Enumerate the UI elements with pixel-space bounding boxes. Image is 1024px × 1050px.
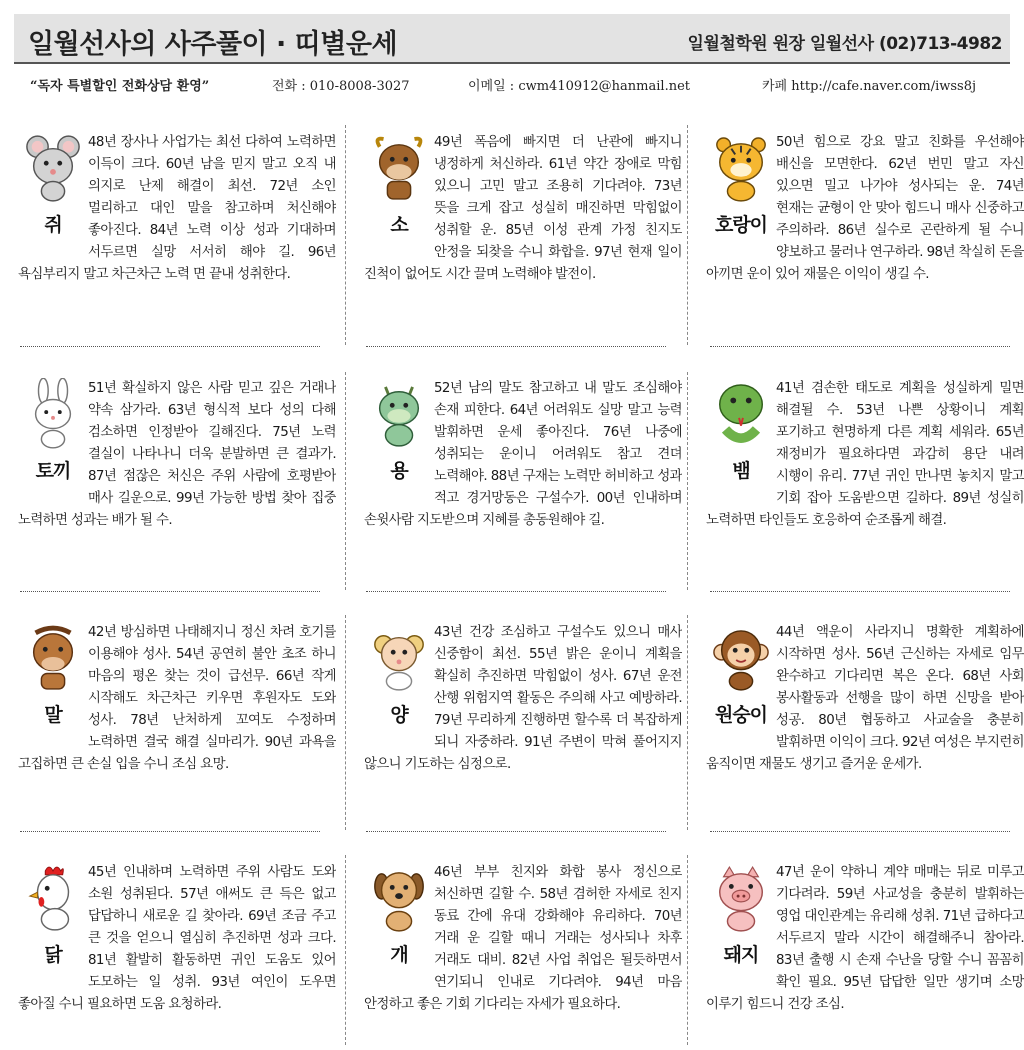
tiger-icon	[712, 132, 770, 204]
animal-name: 토끼	[35, 460, 71, 482]
page-title: 일월선사의 사주풀이 · 띠별운세	[28, 29, 398, 60]
fortune-cell-sheep	[364, 622, 682, 837]
animal-name: 쥐	[44, 214, 62, 236]
fortune-text: 49년 폭음에 빠지면 더 난관에 빠지니 냉정하게 처신하라. 61년 약간 장애로 막힘 있으니 고민 말고 조용히 기다려야. 73년 뜻을 크게 잡고 성실히 매진하면 막힘없이 성취할 운. 85년 이성 관계 가정 친지도 안정을 되찾을 수니 화합을. 97년 현재 일이 진척이 없어도 시간 끌며 노력해야 발전이.	[364, 135, 682, 282]
fortune-cell-dog	[364, 862, 682, 1042]
monkey-icon	[712, 622, 770, 694]
column-divider	[345, 615, 346, 830]
fortune-cell-pig	[706, 862, 1024, 1042]
column-divider	[687, 855, 688, 1045]
contact-email: 이메일 : cwm410912@hanmail.net	[468, 79, 690, 94]
fortune-text: 46년 부부 친지와 화합 봉사 정신으로 처신하면 길할 수. 58년 겸허한 자세로 친지 동료 간에 유대 강화해야 유리하다. 70년 거래 운 길할 때니 거래는 성사되나 차후 거래도 대비. 82년 사업 취업은 될듯하면서 연기되니 인내로 기다려야. 94년 마음 안정하고 좋은 기회 기다리는 자세가 필요하다.	[364, 865, 682, 1012]
fortune-cell-dragon	[364, 378, 682, 593]
fortune-text: 44년 액운이 사라지니 명확한 계획하에 시작하면 성사. 56년 근신하는 자세로 임무 완수하고 기다리면 복은 온다. 68년 사회 봉사활동과 선행을 많이 하면 신망을 받아 성공. 80년 협동하고 사교술을 충분히 발휘하면 이익이 크다. 92년 여성은 부지런히 움직이면 재물도 생기고 즐거운 운세가.	[706, 625, 1024, 772]
fortune-cell-ox	[364, 132, 682, 347]
animal-name: 원숭이	[714, 704, 768, 726]
row-divider	[710, 346, 1010, 347]
animal-name: 양	[390, 704, 408, 726]
fortune-text: 50년 힘으로 강요 말고 친화를 우선해야 배신을 모면한다. 62년 번민 말고 자신 있으면 밀고 나가야 성사되는 운. 74년 현재는 균형이 안 맞아 힘드니 매사 신중하고 주의하라. 86년 실수로 곤란하게 될 수니 양보하고 물러나 연구하라. 98년 착실히 돈을 아끼면 운이 있어 재물은 이익이 생길 수.	[706, 135, 1024, 282]
fortune-cell-snake	[706, 378, 1024, 593]
fortune-cell-monkey	[706, 622, 1024, 837]
page-header	[14, 14, 1010, 64]
animal-name: 용	[390, 460, 408, 482]
column-divider	[687, 615, 688, 830]
column-divider	[345, 125, 346, 345]
contact-cafe: 카페 http://cafe.naver.com/iwss8j	[762, 79, 977, 94]
row-divider	[20, 831, 320, 832]
fortune-text: 47년 운이 약하니 계약 매매는 뒤로 미루고 기다려라. 59년 사교성을 충분히 발휘하는 영업 대인관계는 유리해 성취. 71년 급하다고 서두르지 말라 시간이 해결해주니 참아라. 83년 출행 시 손재 수난을 당할 수니 꼼꼼히 확인 필요. 95년 답답한 일만 생기며 소망 이루기 힘드니 건강 조심.	[706, 865, 1024, 1012]
fortune-text: 42년 방심하면 나태해지니 정신 차려 호기를 이용해야 성사. 54년 공연히 불안 초조 하니 마음의 평온 찾는 것이 급선무. 66년 작게 시작해도 차근차근 키우면 후원자도 도와 성사. 78년 난처하게 꼬여도 수정하며 노력하면 결국 해결 실마리가. 90년 과욕을 고집하면 큰 손실 입을 수니 조심 요망.	[18, 625, 336, 772]
fortune-text: 41년 겸손한 태도로 계획을 성실하게 밀면 해결될 수. 53년 나쁜 상황이니 계획 포기하고 현명하게 다른 계획 세워라. 65년 재정비가 필요하다면 과감히 용단 내려 시행이 유리. 77년 귀인 만나면 놓치지 말고 기회 잡아 도움받으면 길하다. 89년 성실히 노력하면 타인들도 호응하여 순조롭게 해결.	[706, 381, 1024, 528]
row-divider	[366, 831, 666, 832]
animal-name: 뱀	[732, 460, 750, 482]
fortune-cell-rat	[18, 132, 336, 347]
fortune-text: 51년 확실하지 않은 사람 믿고 깊은 거래나 약속 삼가라. 63년 형식적 보다 성의 다해 검소하면 인정받아 길해진다. 75년 노력 결실이 나타나니 더욱 분발하면 큰 결과가. 87년 점잖은 처신은 주위 사람에 호평받아 매사 길운으로. 99년 가능한 방법 찾아 집중 노력하면 성과는 배가 될 수.	[18, 381, 336, 528]
rabbit-icon	[24, 378, 82, 450]
fortune-text: 45년 인내하며 노력하면 주위 사람도 도와 소원 성취된다. 57년 애써도 큰 득은 없고 답답하니 새로운 길 찾아라. 69년 조금 주고 큰 것을 얻으니 열심히 추진하면 성과 크다. 81년 활발히 활동하면 귀인 도움도 있어 도모하는 일 성취. 93년 여인이 도우면 좋아질 수니 필요하면 도움 요청하라.	[18, 865, 336, 1012]
dog-icon	[370, 862, 428, 934]
dragon-icon	[370, 378, 428, 450]
fortune-cell-rabbit	[18, 378, 336, 593]
animal-name: 말	[44, 704, 62, 726]
pig-icon	[712, 862, 770, 934]
row-divider	[366, 346, 666, 347]
rooster-icon	[24, 862, 82, 934]
animal-name: 호랑이	[714, 214, 768, 236]
contact-phone: 전화 : 010-8008-3027	[272, 79, 410, 94]
animal-name: 소	[390, 214, 408, 236]
row-divider	[710, 831, 1010, 832]
animal-name: 개	[390, 944, 408, 966]
column-divider	[687, 125, 688, 345]
row-divider	[366, 591, 666, 592]
row-divider	[20, 591, 320, 592]
row-divider	[20, 346, 320, 347]
column-divider	[687, 372, 688, 590]
row-divider	[710, 591, 1010, 592]
fortune-text: 43년 건강 조심하고 구설수도 있으니 매사 신중함이 최선. 55년 밝은 운이니 계획을 확실히 추진하면 막힘없이 성사. 67년 운전 산행 위험지역 활동은 주의해 사고 예방하라. 79년 무리하게 진행하면 할수록 더 복잡하게 되니 자중하라. 91년 주변이 막혀 풀어지지 않으니 기도하는 심정으로.	[364, 625, 682, 772]
column-divider	[345, 372, 346, 590]
fortune-text: 48년 장사나 사업가는 최선 다하여 노력하면 이득이 크다. 60년 남을 믿지 말고 오직 내 의지로 난제 해결이 최선. 72년 소인 멀리하고 대인 말을 참고하며 처신해야 좋아진다. 84년 노력 이상 성과 기대하며 서두르면 실망 서서히 해야 길. 96년 욕심부리지 말고 차근차근 노력 면 끝내 성취한다.	[18, 135, 336, 282]
fortune-cell-horse	[18, 622, 336, 837]
sheep-icon	[370, 622, 428, 694]
rat-icon	[24, 132, 82, 204]
contact-slogan: “독자 특별할인 전화상담 환영”	[30, 79, 210, 94]
snake-icon	[712, 378, 770, 450]
column-divider	[345, 855, 346, 1045]
ox-icon	[370, 132, 428, 204]
fortune-text: 52년 남의 말도 참고하고 내 말도 조심해야 손재 피한다. 64년 어려워도 실망 말고 능력 발휘하면 운세 좋아진다. 76년 나중에 성취되는 운이니 어려워도 참고 견뎌 노력해야. 88년 구재는 노력만 허비하고 성과 적고 경거망동은 구설수가. 00년 인내하며 손윗사람 지도받으며 지혜를 총동원해야 길.	[364, 381, 682, 528]
animal-name: 닭	[44, 944, 62, 966]
horse-icon	[24, 622, 82, 694]
fortune-cell-tiger	[706, 132, 1024, 347]
author-info: 일월철학원 원장 일월선사 (02)713-4982	[687, 34, 1002, 54]
fortune-cell-rooster	[18, 862, 336, 1042]
animal-name: 돼지	[723, 944, 759, 966]
